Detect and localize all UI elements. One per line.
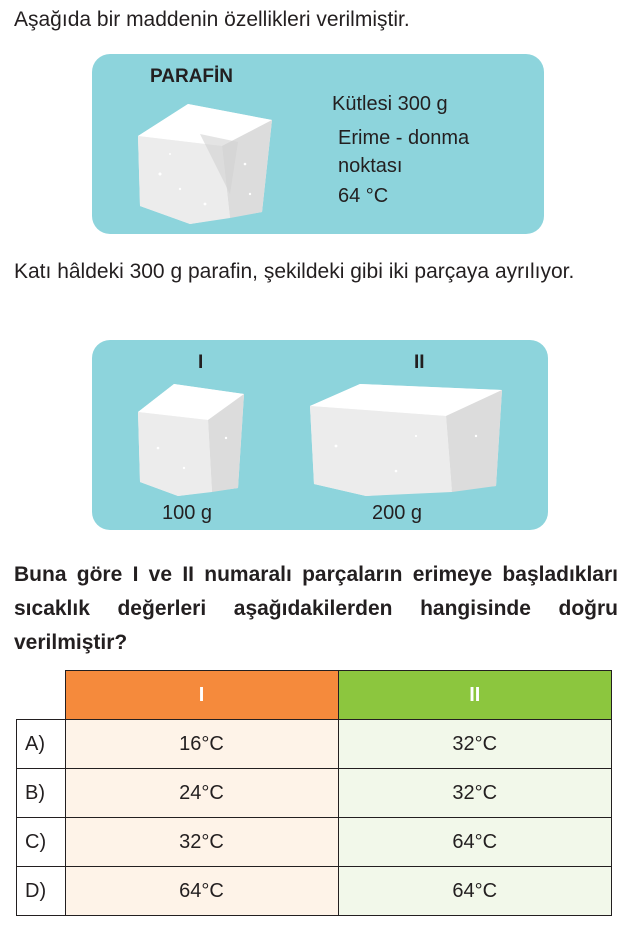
- value-i: 64°C: [65, 867, 338, 916]
- melting-point-label: Erime - donma noktası: [338, 127, 470, 177]
- answer-table: [16, 670, 612, 916]
- option-label[interactable]: A): [17, 720, 66, 769]
- question-text: Buna göre I ve II numaralı parçaların erimeye başladıkları sıcaklık değerleri aşağıdakilerden hangisinde doğru verilmiştir?: [14, 563, 618, 654]
- piece-i-image: [134, 378, 248, 498]
- value-i: 16°C: [65, 720, 338, 769]
- option-label[interactable]: B): [17, 769, 66, 818]
- melting-point-value: 64 °C: [338, 185, 389, 207]
- column-header-i: I: [65, 671, 338, 720]
- piece-i-mass: 100 g: [162, 502, 213, 524]
- paraffin-block-image: [130, 94, 280, 224]
- option-label[interactable]: C): [17, 818, 66, 867]
- value-ii: 64°C: [338, 818, 612, 867]
- option-label[interactable]: D): [17, 867, 66, 916]
- value-ii: 64°C: [338, 867, 612, 916]
- value-ii: 32°C: [338, 769, 612, 818]
- value-i: 24°C: [65, 769, 338, 818]
- answer-row-b[interactable]: [17, 769, 612, 818]
- piece-ii-mass: 200 g: [372, 502, 423, 524]
- intro-text: Aşağıda bir maddenin özellikleri verilmiştir.: [14, 8, 410, 31]
- piece-ii-label: II: [414, 352, 425, 373]
- split-description: Katı hâldeki 300 g parafin, şekildeki gibi iki parçaya ayrılıyor.: [14, 260, 575, 283]
- piece-ii-image: [306, 376, 510, 500]
- substance-panel: [92, 54, 544, 234]
- piece-i-label: I: [198, 352, 204, 373]
- answer-row-c[interactable]: [17, 818, 612, 867]
- column-header-ii: II: [338, 671, 612, 720]
- value-i: 32°C: [65, 818, 338, 867]
- substance-name: PARAFİN: [150, 66, 234, 87]
- mass-property: Kütlesi 300 g: [332, 93, 448, 115]
- pieces-panel: [92, 340, 548, 530]
- value-ii: 32°C: [338, 720, 612, 769]
- table-corner: [17, 671, 66, 720]
- answer-row-d[interactable]: [17, 867, 612, 916]
- answer-row-a[interactable]: [17, 720, 612, 769]
